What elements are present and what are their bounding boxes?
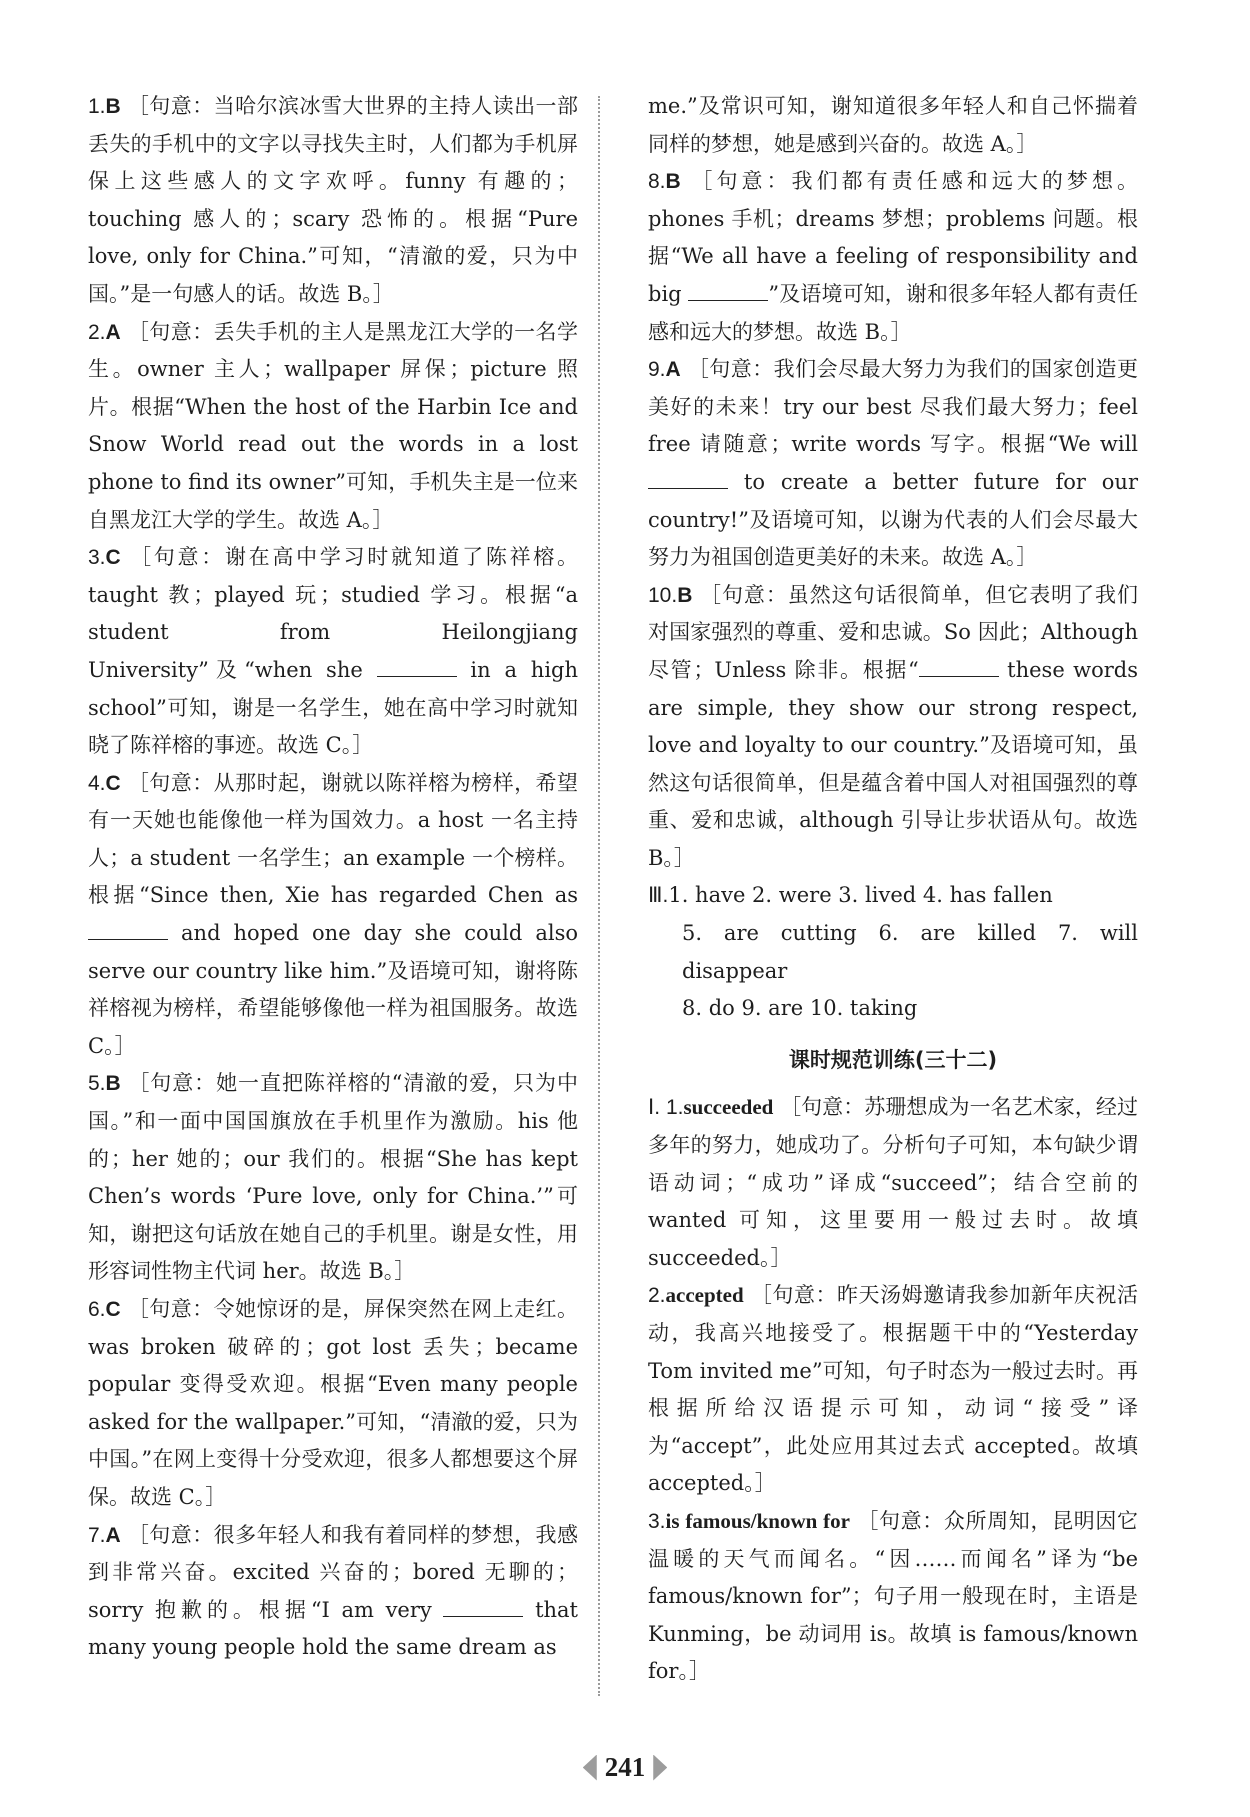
answer-item-6: 6.C ［句意：令她惊讶的是，屏保突然在网上走红。was broken 破碎的；got lost 丢失；became popular 变得受欢迎。根据“Even many people asked for the wallpaper.”可知，“清澈的爱，只为中国。”在网上变得十分受欢迎，很多人都想要这个屏保。故选 C。］ xyxy=(88,1297,578,1509)
triangle-left-icon xyxy=(583,1755,597,1781)
answer-item-9: 9.A ［句意：我们会尽最大努力为我们的国家创造更美好的未来！try our best 尽我们最大努力；feel free 请随意；write words 写字。根据“We will to create a better future for our country!”及语境可知，以谢为代表的人们会尽最大努力为祖国创造更美好的未来。故选 A。］ xyxy=(648,357,1138,570)
answer-item-2: 2.A ［句意：丢失手机的主人是黑龙江大学的一名学生。owner 主人；wallpaper 屏保；picture 照片。根据“When the host of the Harbin Ice and Snow World read out the words in a lost phone to find its owner”可知，手机失主是一位来自黑龙江大学的学生。故选 A。］ xyxy=(88,319,578,532)
answer-item-7: 7.A ［句意：很多年轻人和我有着同样的梦想，我感到非常兴奋。excited 兴奋的；bored 无聊的；sorry 抱歉的。根据“I am very that many young people hold the same dream as xyxy=(88,1522,578,1660)
fill-blank xyxy=(648,488,728,489)
page-number: 241 xyxy=(604,1752,646,1782)
answer-item-i-1: Ⅰ. 1.succeeded ［句意：苏珊想成为一名艺术家，经过多年的努力，她成功了。分析句子可知，本句缺少谓语动词；“成功”译成“succeed”；结合空前的 wanted 可知，这里要用一般过去时。故填 succeeded。］ xyxy=(648,1095,1138,1270)
answer-item-4: 4.C ［句意：从那时起，谢就以陈祥榕为榜样，希望有一天她也能像他一样为国效力。a host 一名主持人；a student 一名学生；an example 一个榜样。根据“Since then, Xie has regarded Chen as and hoped one day she could also serve our country like him.”及语境可知，谢将陈祥榕视为榜样，希望能够像他一样为祖国服务。故选 C。］ xyxy=(88,770,578,1058)
fill-blank xyxy=(688,300,768,301)
answer-item-10: 10.B ［句意：虽然这句话很简单，但它表明了我们对国家强烈的尊重、爱和忠诚。So 因此；Although 尽管；Unless 除非。根据“ these words are simple, they show our strong respect, love and loyalty to our country.”及语境可知，虽然这句话很简单，但是蕴含着中国人对祖国强烈的尊重、爱和忠诚，although 引导让步状语从句。故选 B。］ xyxy=(648,582,1138,870)
fill-blank xyxy=(377,676,457,677)
answer-item-1: 1.B ［句意：当哈尔滨冰雪大世界的主持人读出一部丢失的手机中的文字以寻找失主时，人们都为手机屏保上这些感人的文字欢呼。funny 有趣的；touching 感人的；scary 恐怖的。根据“Pure love, only for China.”可知，“清澈的爱，只为中国。”是一句感人的话。故选 B。］ xyxy=(88,94,578,306)
answer-item-3: 3.C ［句意：谢在高中学习时就知道了陈祥榕。taught 教；played 玩；studied 学习。根据“a student from Heilongjiang University”及“when she in a high school”可知，谢是一名学生，她在高中学习时就知晓了陈祥榕的事迹。故选 C。］ xyxy=(88,545,579,758)
fill-blank xyxy=(88,939,168,940)
section-title: 课时规范训练(三十二) xyxy=(788,1047,998,1072)
triangle-right-icon xyxy=(653,1755,667,1781)
answer-item-i-3: 3.is famous/known for ［句意：众所周知，昆明因它温暖的天气而闻名。“因……而闻名”译为“be famous/known for”；句子用一般现在时，主语是 Kunming，be 动词用 is。故填 is famous/known for。］ xyxy=(648,1508,1139,1684)
left-column xyxy=(88,88,578,1667)
answer-item-5: 5.B ［句意：她一直把陈祥榕的“清澈的爱，只为中国。”和一面中国国旗放在手机里作为激励。his 他的；her 她的；our 我们的。根据“She has kept Chen’s words ‘Pure love, only for China.’”可知，谢把这句话放在她自己的手机里。谢是女性，用形容词性物主代词 her。故选 B。］ xyxy=(88,1071,578,1284)
right-column xyxy=(648,88,1138,1691)
answer-item-8: 8.B ［句意：我们都有责任感和远大的梦想。phones 手机；dreams 梦想；problems 问题。根据“We all have a feeling of responsibility and big ”及语境可知，谢和很多年轻人都有责任感和远大的梦想。故选 B。］ xyxy=(648,169,1138,344)
column-divider xyxy=(598,96,600,1696)
answer-item-i-2: 2.accepted ［句意：昨天汤姆邀请我参加新年庆祝活动，我高兴地接受了。根据题干中的“Yesterday Tom invited me”可知，句子时态为一般过去时。再根据所给汉语提示可知，动词“接受”译为“accept”，此处应用其过去式 accepted。故填 accepted。］ xyxy=(648,1283,1138,1496)
section-iii-answers: Ⅲ.1. have 2. were 3. lived 4. has fallen 5. are cutting 6. are killed 7. will disappear 8. do 9. are 10. taking xyxy=(648,883,1138,1021)
fill-blank xyxy=(919,676,999,677)
fill-blank xyxy=(443,1616,523,1617)
answer-item-7-cont: me.”及常识可知，谢知道很多年轻人和自己怀揣着同样的梦想，她是感到兴奋的。故选 A。］ xyxy=(648,94,1138,156)
page-footer xyxy=(0,1752,1250,1783)
